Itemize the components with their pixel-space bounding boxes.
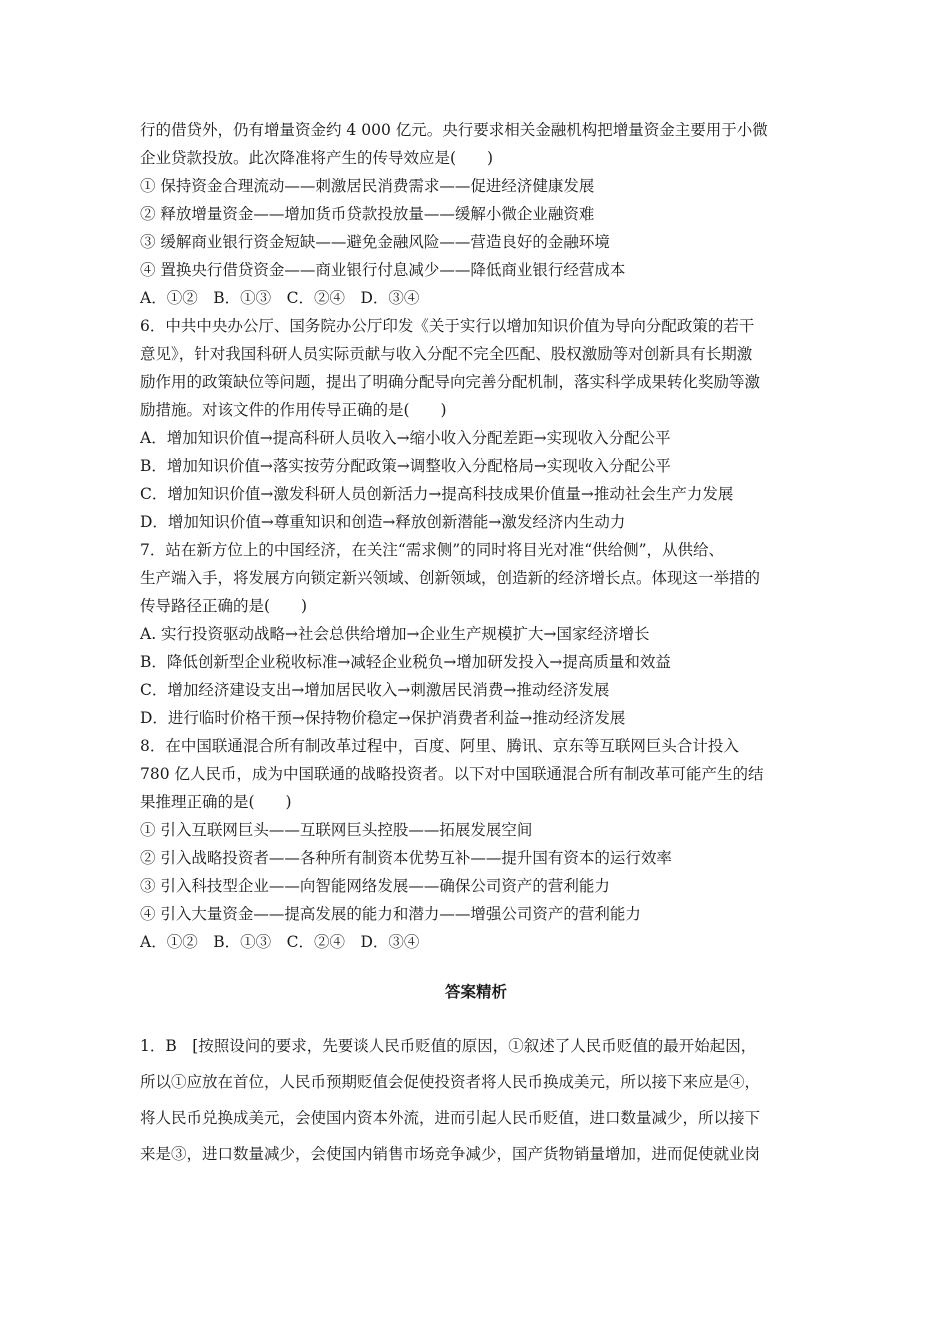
option-item: A．增加知识价值→提高科研人员收入→缩小收入分配差距→实现收入分配公平 [140, 429, 671, 447]
question-text-line: 780 亿人民币，成为中国联通的战略投资者。以下对中国联通混合所有制改革可能产生的结 [140, 765, 764, 783]
question-8 [140, 732, 812, 956]
option-item: D．进行临时价格干预→保持物价稳定→保护消费者利益→推动经济发展 [140, 709, 626, 727]
option-item: ④ 置换央行借贷资金——商业银行付息减少——降低商业银行经营成本 [140, 261, 626, 279]
option-item: ④ 引入大量资金——提高发展的能力和潜力——增强公司资产的营利能力 [140, 905, 641, 923]
question-text-line: 意见》，针对我国科研人员实际贡献与收入分配不完全匹配、股权激励等对创新具有长期激 [140, 345, 753, 363]
question-6 [140, 312, 812, 536]
question-text-line: 果推理正确的是( ) [140, 793, 292, 811]
option-item: ② 引入战略投资者——各种所有制资本优势互补——提升国有资本的运行效率 [140, 849, 672, 867]
explanation-line: 来是③，进口数量减少，会使国内销售市场竞争减少，国产货物销量增加，进而促使就业岗 [140, 1145, 761, 1163]
question-text-line: 励作用的政策缺位等问题，提出了明确分配导向完善分配机制，落实科学成果转化奖励等激 [140, 373, 761, 391]
option-item: B．增加知识价值→落实按劳分配政策→调整收入分配格局→实现收入分配公平 [140, 457, 671, 475]
question-text-line: 行的借贷外，仍有增量资金约 4 000 亿元。央行要求相关金融机构把增量资金主要用于小微 [140, 121, 768, 139]
option-item: ① 引入互联网巨头——互联网巨头控股——拓展发展空间 [140, 821, 533, 839]
question-7 [140, 536, 812, 732]
option-item: A. 实行投资驱动战略→社会总供给增加→企业生产规模扩大→国家经济增长 [140, 625, 650, 643]
option-item: ③ 缓解商业银行资金短缺——避免金融风险——营造良好的金融环境 [140, 233, 610, 251]
question-text-line: 6．中共中央办公厅、国务院办公厅印发《关于实行以增加知识价值为导向分配政策的若干 [140, 317, 755, 335]
explanation-line: 将人民币兑换成美元，会使国内资本外流，进而引起人民币贬值，进口数量减少，所以接下 [140, 1109, 761, 1127]
page-content [140, 116, 812, 1172]
option-item: C．增加经济建设支出→增加居民收入→刺激居民消费→推动经济发展 [140, 681, 610, 699]
option-item: ② 释放增量资金——增加货币贷款投放量——缓解小微企业融资难 [140, 205, 595, 223]
question-text-line: 7．站在新方位上的中国经济，在关注“需求侧”的同时将目光对准“供给侧”，从供给、 [140, 541, 725, 559]
option-item: ① 保持资金合理流动——刺激居民消费需求——促进经济健康发展 [140, 177, 595, 195]
option-item: B．降低创新型企业税收标准→减轻企业税负→增加研发投入→提高质量和效益 [140, 653, 671, 671]
question-5-continued [140, 116, 812, 312]
question-text-line: 励措施。对该文件的作用传导正确的是( ) [140, 401, 447, 419]
question-text-line: 传导路径正确的是( ) [140, 597, 308, 615]
question-text-line: 生产端入手，将发展方向锁定新兴领域、创新领域，创造新的经济增长点。体现这一举措的 [140, 569, 761, 587]
option-item: D．增加知识价值→尊重知识和创造→释放创新潜能→激发经济内生动力 [140, 513, 626, 531]
answer-explanation [140, 1028, 812, 1172]
answers-heading: 答案精析 [444, 982, 507, 1001]
question-text-line: 企业贷款投放。此次降准将产生的传导效应是( ) [140, 149, 494, 167]
answer-choices: A．①② B．①③ C．②④ D．③④ [140, 289, 420, 307]
question-text-line: 8．在中国联通混合所有制改革过程中，百度、阿里、腾讯、京东等互联网巨头合计投入 [140, 737, 739, 755]
option-item: ③ 引入科技型企业——向智能网络发展——确保公司资产的营利能力 [140, 877, 610, 895]
option-item: C．增加知识价值→激发科研人员创新活力→提高科技成果价值量→推动社会生产力发展 [140, 485, 734, 503]
explanation-line: 所以①应放在首位，人民币预期贬值会促使投资者将人民币换成美元，所以接下来应是④， [140, 1073, 761, 1091]
explanation-line: 1．B [按照设问的要求，先要谈人民币贬值的原因，①叙述了人民币贬值的最开始起因， [140, 1037, 757, 1055]
answer-choices: A．①② B．①③ C．②④ D．③④ [140, 933, 420, 951]
